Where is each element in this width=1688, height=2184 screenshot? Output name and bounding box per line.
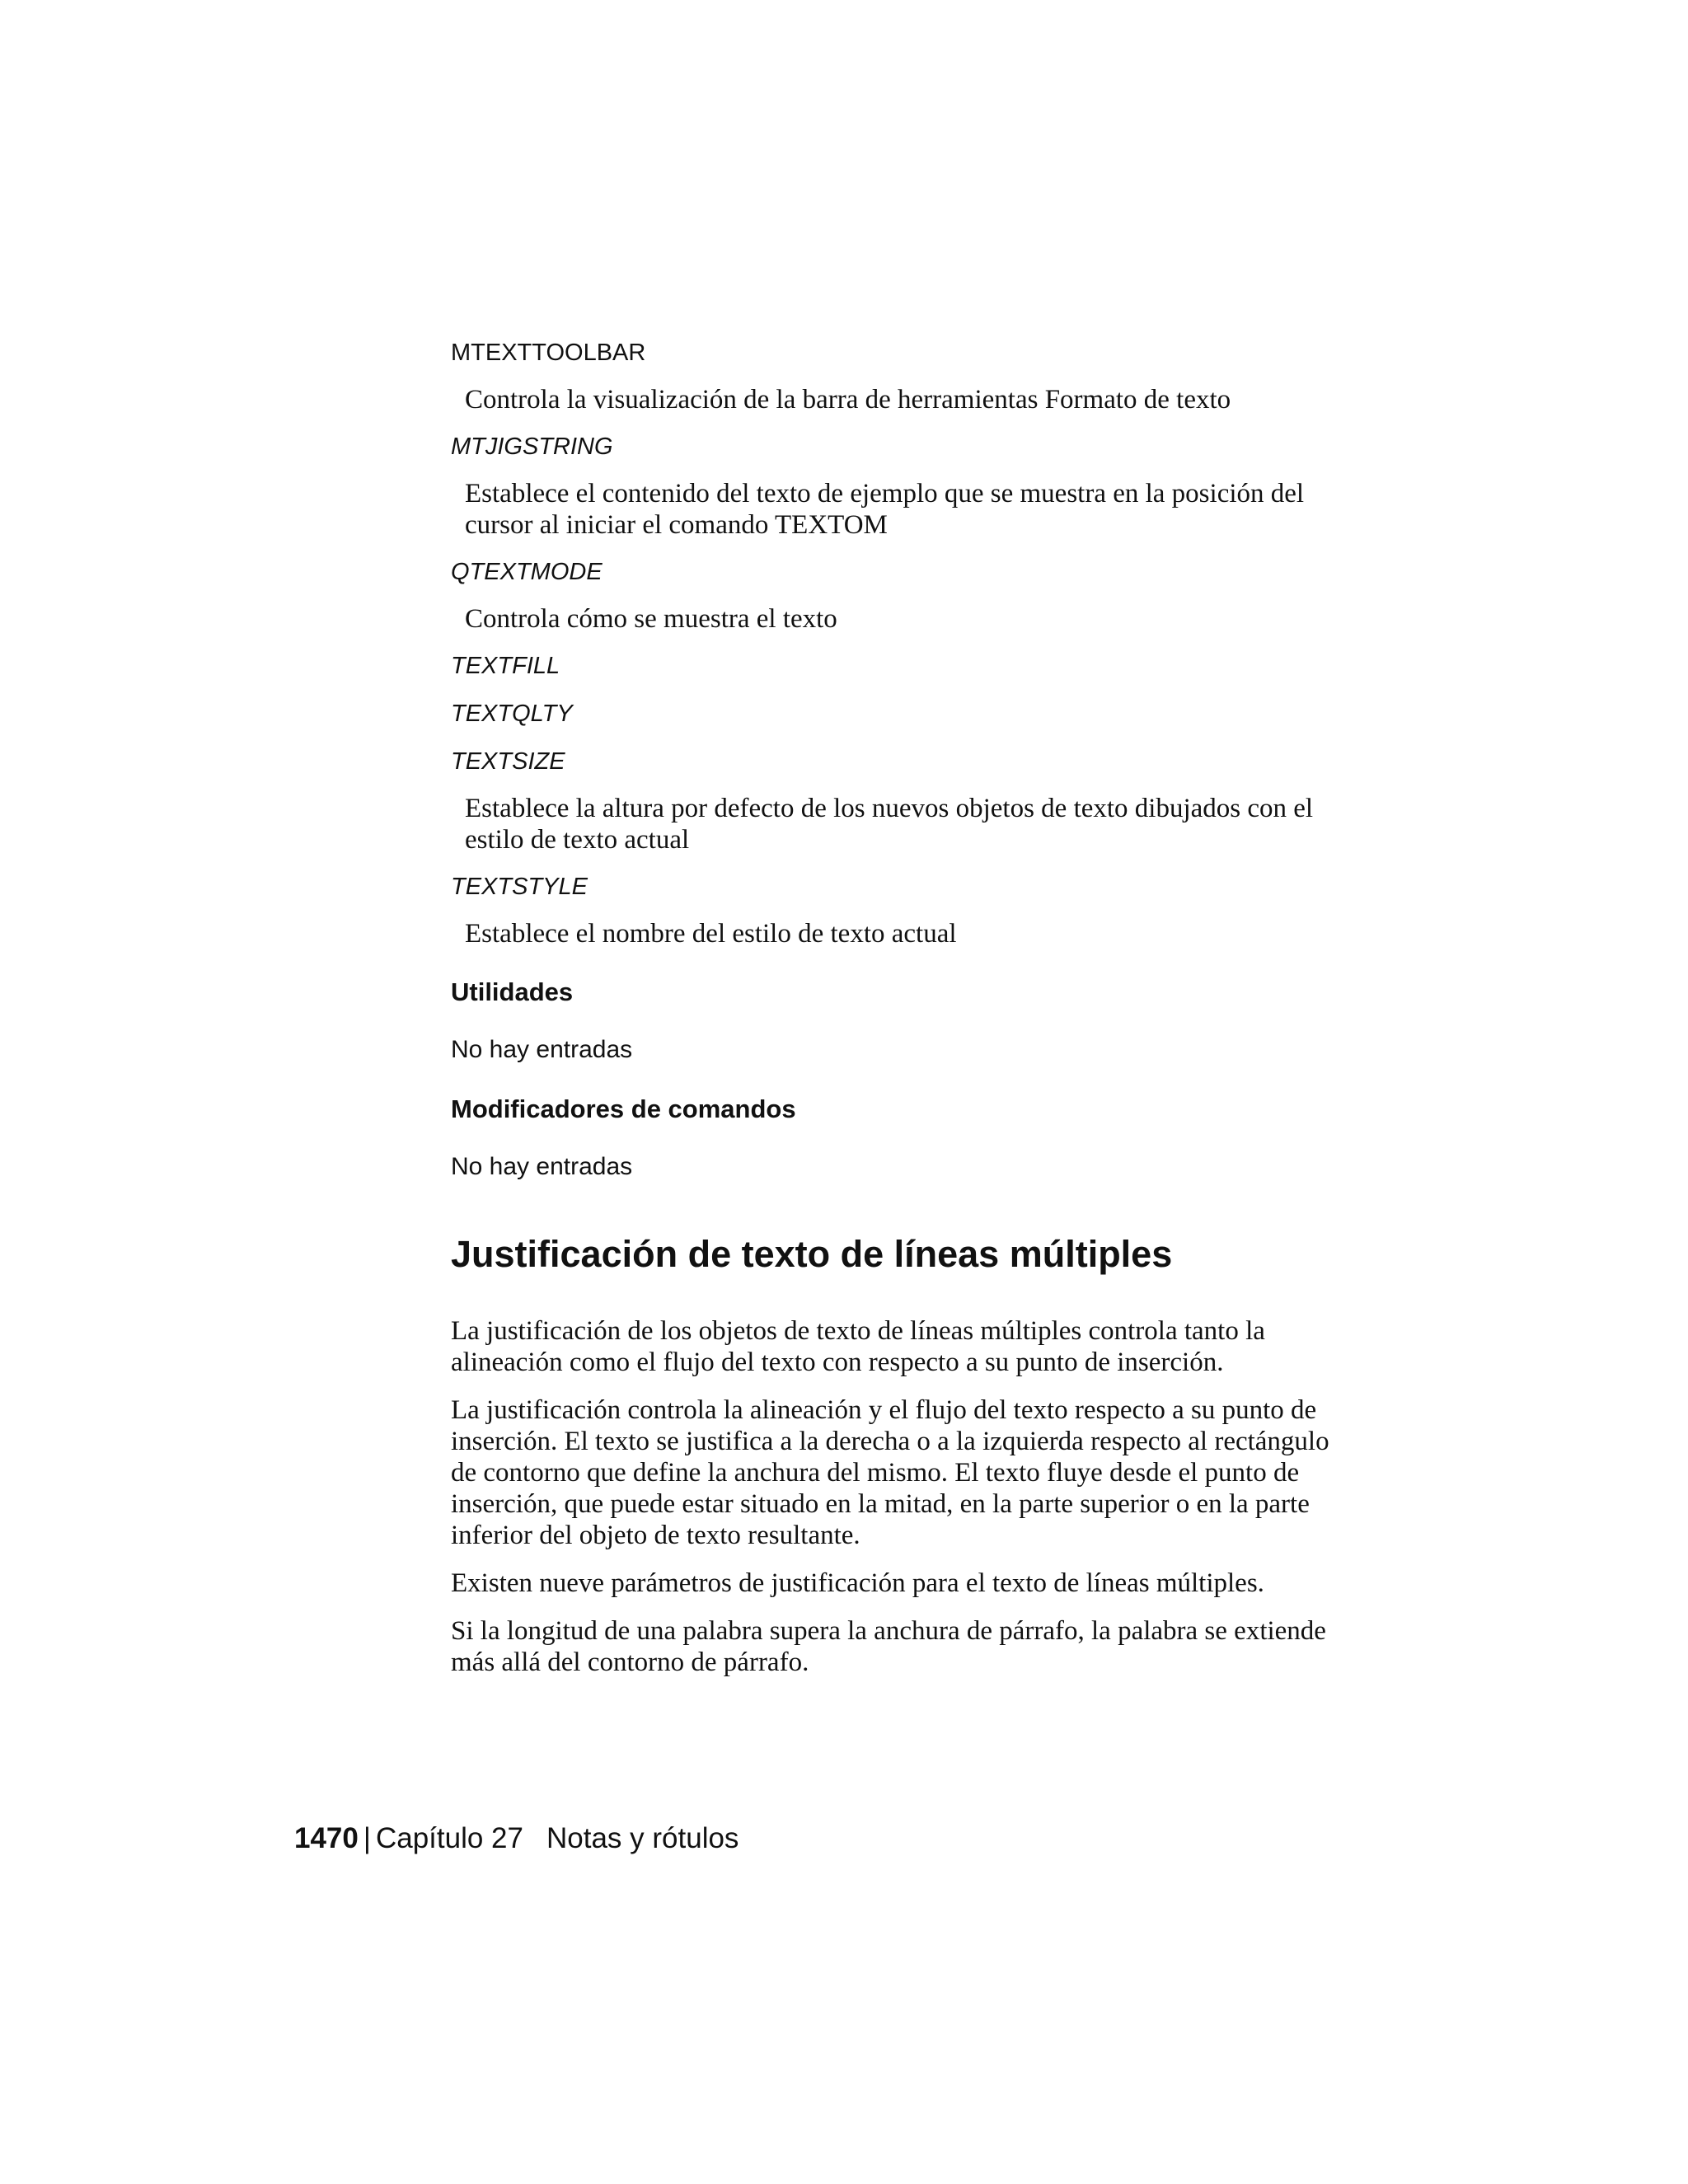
section-paragraph: La justificación de los objetos de texto de líneas múltiples controla tanto la alineación como el flujo del texto con respecto a su punto de inserción. [451, 1316, 1265, 1377]
variable-term: TEXTQLTY [451, 701, 573, 727]
utilities-heading: Utilidades [451, 977, 574, 1006]
section-title: Justificación de texto de líneas múltiples [451, 1233, 1173, 1275]
variable-term: TEXTFILL [451, 653, 560, 679]
section-paragraph: La justificación controla la alineación y el flujo del texto respecto a su punto de inserción. El texto se justifica a la derecha o a la izquierda respecto al rectángulo de contorno que define la anchura del mismo. El texto fluye desde el punto de inserción, que puede estar situado en la mitad, en la parte superior o en la parte inferior del objeto de texto resultante. [451, 1395, 1329, 1550]
chapter-title: Notas y rótulos [546, 1822, 739, 1854]
page-number: 1470 [294, 1822, 359, 1854]
variable-description: Controla la visualización de la barra de herramientas Formato de texto [465, 385, 1231, 415]
section-paragraph: Si la longitud de una palabra supera la anchura de párrafo, la palabra se extiende más allá del contorno de párrafo. [451, 1616, 1326, 1677]
variable-description: Establece la altura por defecto de los nuevos objetos de texto dibujados con el estilo de texto actual [465, 794, 1314, 855]
utilities-text: No hay entradas [451, 1036, 633, 1063]
section-paragraph: Existen nueve parámetros de justificación para el texto de líneas múltiples. [451, 1568, 1264, 1598]
modifiers-heading: Modificadores de comandos [451, 1094, 796, 1123]
variable-term: QTEXTMODE [451, 559, 603, 585]
variable-term: TEXTSTYLE [451, 874, 588, 900]
variable-description: Establece el nombre del estilo de texto actual [465, 919, 957, 949]
variable-term: MTJIGSTRING [451, 434, 613, 460]
chapter-label: Capítulo 27 [375, 1822, 523, 1854]
page-content [451, 336, 1341, 1694]
variable-term: MTEXTTOOLBAR [451, 340, 646, 366]
variable-description: Establece el contenido del texto de ejemplo que se muestra en la posición del cursor al iniciar el comando TEXTOM [465, 479, 1305, 540]
footer-separator: | [363, 1822, 371, 1854]
variable-description: Controla cómo se muestra el texto [465, 604, 837, 634]
modifiers-text: No hay entradas [451, 1153, 633, 1180]
variable-list [451, 336, 1341, 949]
variable-term: TEXTSIZE [451, 748, 565, 775]
page-footer [294, 1820, 738, 1858]
